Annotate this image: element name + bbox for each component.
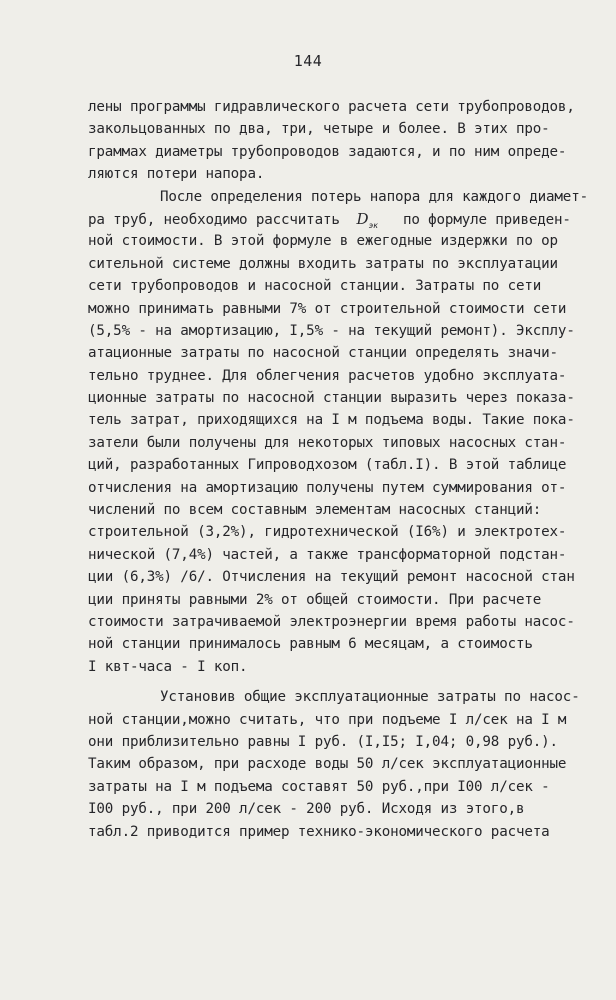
text-fragment: по формуле приведен- [402, 211, 571, 228]
text-line: затраты на I м подъема составят 50 руб.,при I00 л/сек - [88, 778, 550, 795]
text-line: сительной системе должны входить затраты по эксплуатации [88, 255, 558, 272]
formula-symbol: D [356, 209, 369, 228]
text-line: стоимости затрачиваемой электроэнергии время работы насос- [88, 613, 575, 630]
text-line: Таким образом, при расходе воды 50 л/сек эксплуатационные [88, 756, 567, 773]
text-line: ционные затраты по насосной станции выразить через показа- [88, 390, 575, 407]
text-line: закольцованных по два, три, четыре и более. В этих про- [88, 121, 550, 138]
text-line: (5,5% - на амортизацию, I,5% - на текущий ремонт). Эксплу- [88, 322, 575, 339]
text-line: они приблизительно равны I руб. (I,I5; I,04; 0,98 руб.). [88, 733, 558, 750]
text-line: строительной (3,2%), гидротехнической (I6%) и электротех- [88, 524, 567, 541]
text-line: ной стоимости. В этой формуле в ежегодные издержки по ор [88, 233, 558, 250]
text-line: можно принимать равными 7% от строительной стоимости сети [88, 300, 567, 317]
text-line: табл.2 приводится пример технико-экономического расчета [88, 823, 550, 840]
text-line: ций, разработанных Гипроводхозом (табл.I). В этой таблице [88, 457, 567, 474]
text-line: Установив общие эксплуатационные затраты по насос- [160, 689, 580, 706]
text-line: ной станции принималось равным 6 месяцам, а стоимость [88, 636, 533, 653]
text-line: тельно труднее. Для облегчения расчетов удобно эксплуата- [88, 367, 567, 384]
page-number: 144 [293, 52, 323, 70]
text-line: ной станции,можно считать, что при подъеме I л/сек на I м [88, 711, 567, 728]
text-line: нической (7,4%) частей, а также трансформаторной подстан- [88, 546, 567, 563]
formula-subscript: эк [368, 220, 378, 230]
text-line-with-formula [88, 208, 608, 230]
text-line: отчисления на амортизацию получены путем суммирования от- [88, 479, 567, 496]
text-line: атационные затраты по насосной станции определять значи- [88, 345, 558, 362]
text-fragment: ра труб, необходимо рассчитать [88, 211, 340, 228]
text-line: числений по всем составным элементам насосных станций: [88, 502, 542, 519]
text-line: ции приняты равными 2% от общей стоимости. При расчете [88, 591, 542, 608]
text-line: I квт-часа - I коп. [88, 658, 248, 675]
text-line: затели были получены для некоторых типовых насосных стан- [88, 434, 567, 451]
text-line: ции (6,3%) /6/. Отчисления на текущий ремонт насосной стан [88, 569, 575, 586]
text-line: I00 руб., при 200 л/сек - 200 руб. Исходя из этого,в [88, 801, 525, 818]
text-line: сети трубопроводов и насосной станции. Затраты по сети [88, 278, 542, 295]
text-line: граммах диаметры трубопроводов задаются, и по ним опреде- [88, 143, 567, 160]
text-line: ляются потери напора. [88, 166, 265, 183]
text-line: тель затрат, приходящихся на I м подъема воды. Такие пока- [88, 412, 575, 429]
body-text [88, 96, 608, 843]
text-line: лены программы гидравлического расчета сети трубопроводов, [88, 99, 575, 115]
text-line: После определения потерь напора для каждого диамет- [160, 188, 588, 205]
